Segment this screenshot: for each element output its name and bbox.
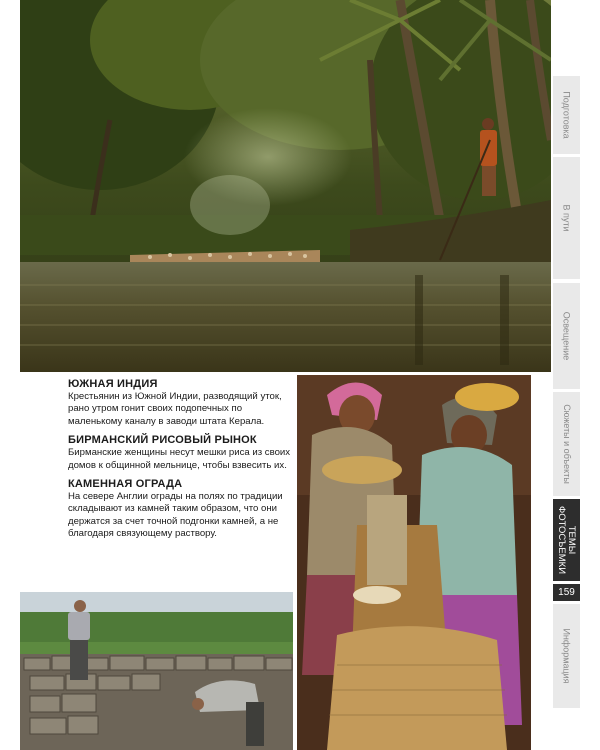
caption-stone-wall	[68, 478, 292, 541]
kerala-canal-photo	[20, 0, 551, 372]
burmese-rice-market-photo	[297, 375, 531, 750]
tab-subjects[interactable]	[553, 392, 580, 496]
tab-information[interactable]	[553, 604, 580, 708]
caption-burmese-rice-market	[68, 434, 292, 472]
tab-shooting-themes[interactable]	[553, 499, 580, 581]
tab-label: В пути	[561, 204, 572, 232]
tab-preparation[interactable]	[553, 76, 580, 154]
stone-wall-photo	[20, 592, 293, 750]
tab-label-active	[557, 506, 577, 574]
tab-label: Освещение	[561, 311, 572, 361]
caption-title: БИРМАНСКИЙ РИСОВЫЙ РЫНОК	[68, 434, 257, 447]
tab-label: Информация	[561, 628, 572, 684]
tab-label-line: ТЕМЫ	[566, 525, 578, 555]
caption-text: Крестьянин из Южной Индии, разводящий уток, рано утром гонит своих подопечных по маленькому каналу в заводи штата Керала.	[68, 391, 282, 427]
tab-label: Сюжеты и объекты	[561, 404, 572, 484]
tab-label: Подготовка	[561, 91, 572, 139]
caption-title: КАМЕННАЯ ОГРАДА	[68, 478, 183, 491]
caption-title: ЮЖНАЯ ИНДИЯ	[68, 378, 158, 390]
caption-south-india	[68, 378, 292, 428]
page-number: 159	[553, 584, 580, 601]
tab-on-the-road[interactable]	[553, 157, 580, 279]
caption-text: Бирманские женщины несут мешки риса из своих домов к общинной мельнице, чтобы взвесить их.	[68, 447, 291, 471]
captions-block	[68, 378, 292, 547]
caption-text: На севере Англии ограды на полях по традиции складывают из камней таким образом, что они держатся за счет точной подгонки камней, а не благодаря связующему раствору.	[68, 491, 283, 540]
tab-label-line: ФОТОСЪЕМКИ	[556, 505, 568, 575]
tab-lighting[interactable]	[553, 283, 580, 389]
section-tabs	[553, 0, 600, 750]
